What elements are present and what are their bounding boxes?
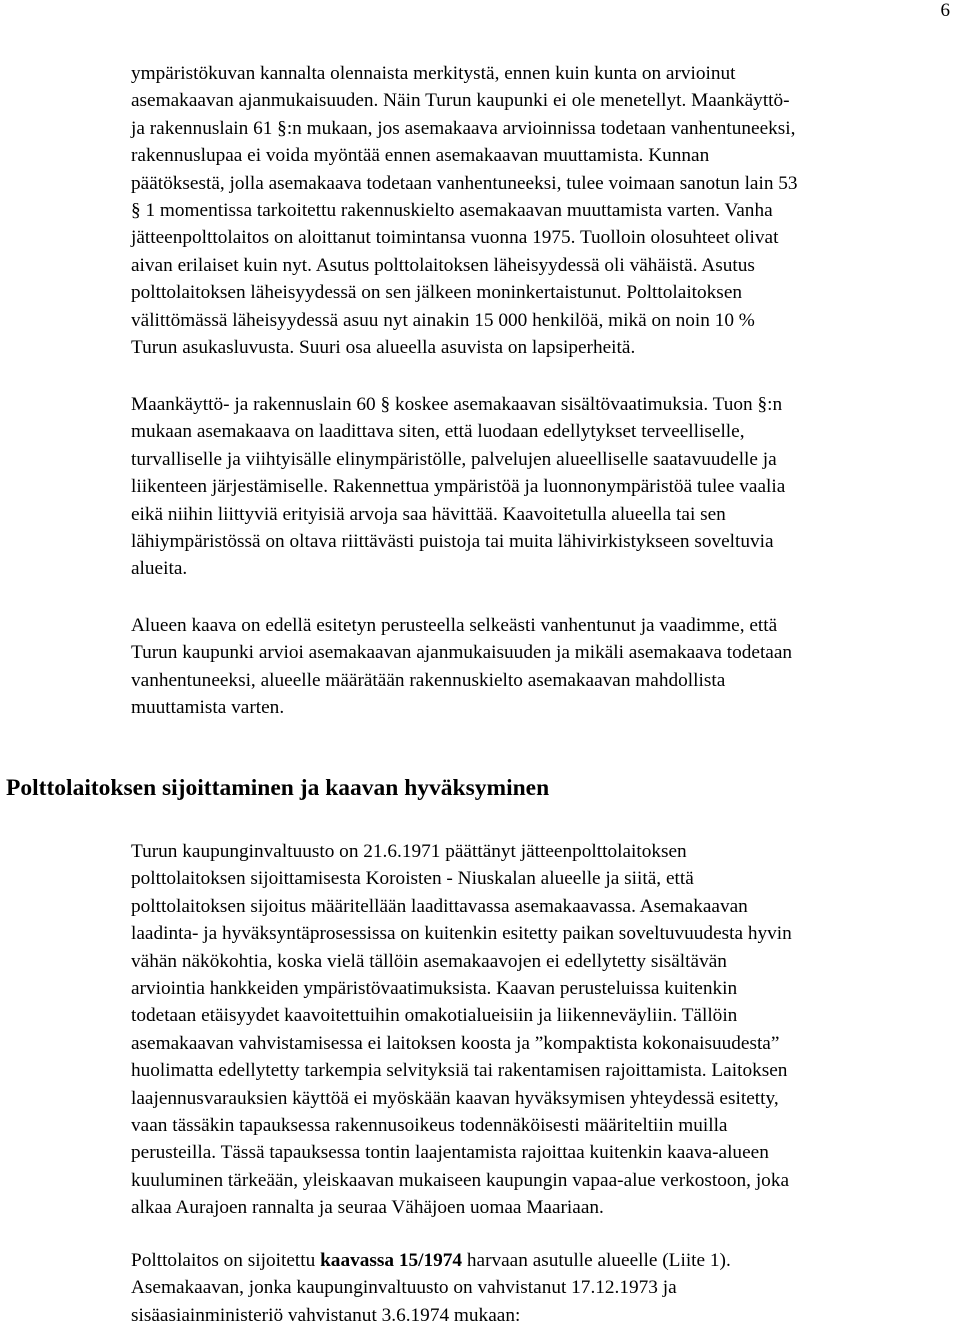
text-run: Polttolaitos on sijoitettu [131, 1250, 321, 1271]
text-line: rakennuslupaa ei voida myöntää ennen asemakaavan muuttamista. Kunnan [131, 145, 710, 167]
text-line: ympäristökuvan kannalta olennaista merkitystä, ennen kuin kunta on arvioinut [131, 63, 736, 84]
text-line: todetaan etäisyydet kaavoitettuihin omakotialueisiin ja liikenneväyliin. Tällöin [131, 1005, 738, 1027]
text-line: polttolaitoksen läheisyydessä on sen jälkeen moninkertaistunut. Polttolaitoksen [131, 282, 743, 304]
text-line: polttolaitoksen sijoitus määritellään laadittavassa asemakaavassa. Asemakaavan [131, 895, 748, 917]
text-run: harvaan asutulle alueelle (Liite 1). [462, 1250, 731, 1271]
text-line: kuuluminen tärkeään, yleiskaavan mukaiseen kaupungin vapaa-alue verkostoon, joka [131, 1169, 790, 1191]
text-line: Asemakaavan, jonka kaupunginvaltuusto on vahvistanut 17.12.1973 ja [131, 1277, 677, 1299]
text-line: arviointia hankkeiden ympäristövaatimuksista. Kaavan perusteluissa kuitenkin [131, 978, 738, 1000]
text-line: laadinta- ja hyväksyntäprosessissa on kuitenkin esitetty paikan soveltuvuudesta hyvin [131, 923, 792, 945]
text-line: Turun asukasluvusta. Suuri osa alueella asuvista on lapsiperheitä. [131, 337, 636, 359]
plan-reference: kaavassa 15/1974 [320, 1250, 463, 1271]
paragraph-4 [131, 838, 951, 1222]
text-line: aivan erilaiset kuin nyt. Asutus polttolaitoksen läheisyydessä oli vähäistä. Asutus [131, 254, 755, 276]
text-line: asemakaavan ajanmukaisuuden. Näin Turun kaupunki ei ole menetellyt. Maankäyttö- [131, 90, 790, 112]
paragraph-2 [131, 391, 951, 583]
text-line: § 1 momentissa tarkoitettu rakennuskielto asemakaavan muuttamista varten. Vanha [131, 200, 773, 222]
text-line: Turun kaupunki arvioi asemakaavan ajanmukaisuuden ja mikäli asemakaava todetaan [131, 642, 793, 664]
text-line: alueita. [131, 558, 188, 580]
paragraph-3 [131, 612, 951, 722]
text-line: laajennusvarauksien käyttöä ei myöskään kaavan hyväksymisen yhteydessä esitetty, [131, 1087, 779, 1109]
paragraph-5 [131, 1247, 951, 1329]
text-line: sisäasiainministeriö vahvistanut 3.6.1974 mukaan: [131, 1304, 521, 1326]
text-line: polttolaitoksen sijoittamisesta Koroisten - Niuskalan alueelle ja siitä, että [131, 868, 694, 890]
text-line: jätteenpolttolaitos on aloittanut toimintansa vuonna 1975. Tuolloin olosuhteet olivat [131, 227, 779, 249]
text-line: vähän näkökohtia, koska vielä tällöin asemakaavojen ei edellytetty sisältävän [131, 950, 727, 972]
text-line: vanhentuneeksi, alueelle määrätään rakennuskielto asemakaavan mahdollista [131, 669, 726, 691]
text-line: turvalliselle ja viihtyisälle elinympäristölle, palvelujen alueelliselle saatavuudelle ja [131, 448, 777, 470]
text-line: lähiympäristössä on oltava riittävästi puistoja tai muita lähivirkistykseen soveltuvia [131, 531, 774, 553]
text-line: liikenteen järjestämiselle. Rakennettua ympäristöä ja luonnonympäristöä tulee vaalia [131, 476, 786, 498]
text-line: perusteilla. Tässä tapauksessa tontin laajentamista rajoittaa kuitenkin kaava-alueen [131, 1142, 769, 1164]
text-line: alkaa Aurajoen rannalta ja seuraa Vähäjoen uomaa Maariaan. [131, 1197, 604, 1219]
text-line: muuttamista varten. [131, 697, 285, 719]
page-number: 6 [940, 0, 950, 21]
text-line: huolimatta edellytetty tarkempia selvityksiä tai rakentamisen rajoittamista. Laitoksen [131, 1060, 788, 1082]
text-line: vaan tässäkin tapauksessa rakennusoikeus todennäköisesti määriteltiin muilla [131, 1115, 728, 1137]
text-line: ja rakennuslain 61 §:n mukaan, jos asemakaava arvioinnissa todetaan vanhentuneeksi, [131, 117, 796, 139]
text-line: asemakaavan vahvistamisessa ei laitoksen koosta ja ”kompaktista kokonaisuudesta” [131, 1032, 780, 1054]
text-line: välittömässä läheisyydessä asuu nyt ainakin 15 000 henkilöä, mikä on noin 10 % [131, 309, 755, 331]
text-line: Alueen kaava on edellä esitetyn perusteella selkeästi vanhentunut ja vaadimme, että [131, 615, 778, 636]
section-heading: Polttolaitoksen sijoittaminen ja kaavan hyväksyminen [6, 775, 550, 801]
text-line: Turun kaupunginvaltuusto on 21.6.1971 päättänyt jätteenpolttolaitoksen [131, 841, 687, 862]
text-line: Maankäyttö- ja rakennuslain 60 § koskee asemakaavan sisältövaatimuksia. Tuon §:n [131, 394, 783, 415]
paragraph-1 [131, 60, 951, 361]
text-line: päätöksestä, jolla asemakaava todetaan vanhentuneeksi, tulee voimaan sanotun lain 53 [131, 172, 798, 194]
text-line: mukaan asemakaava on laadittava siten, että luodaan edellytykset terveelliselle, [131, 421, 745, 443]
text-line [131, 1247, 951, 1274]
text-line: eikä niihin liittyviä erityisiä arvoja saa hävittää. Kaavoitetulla alueella tai sen [131, 503, 726, 525]
